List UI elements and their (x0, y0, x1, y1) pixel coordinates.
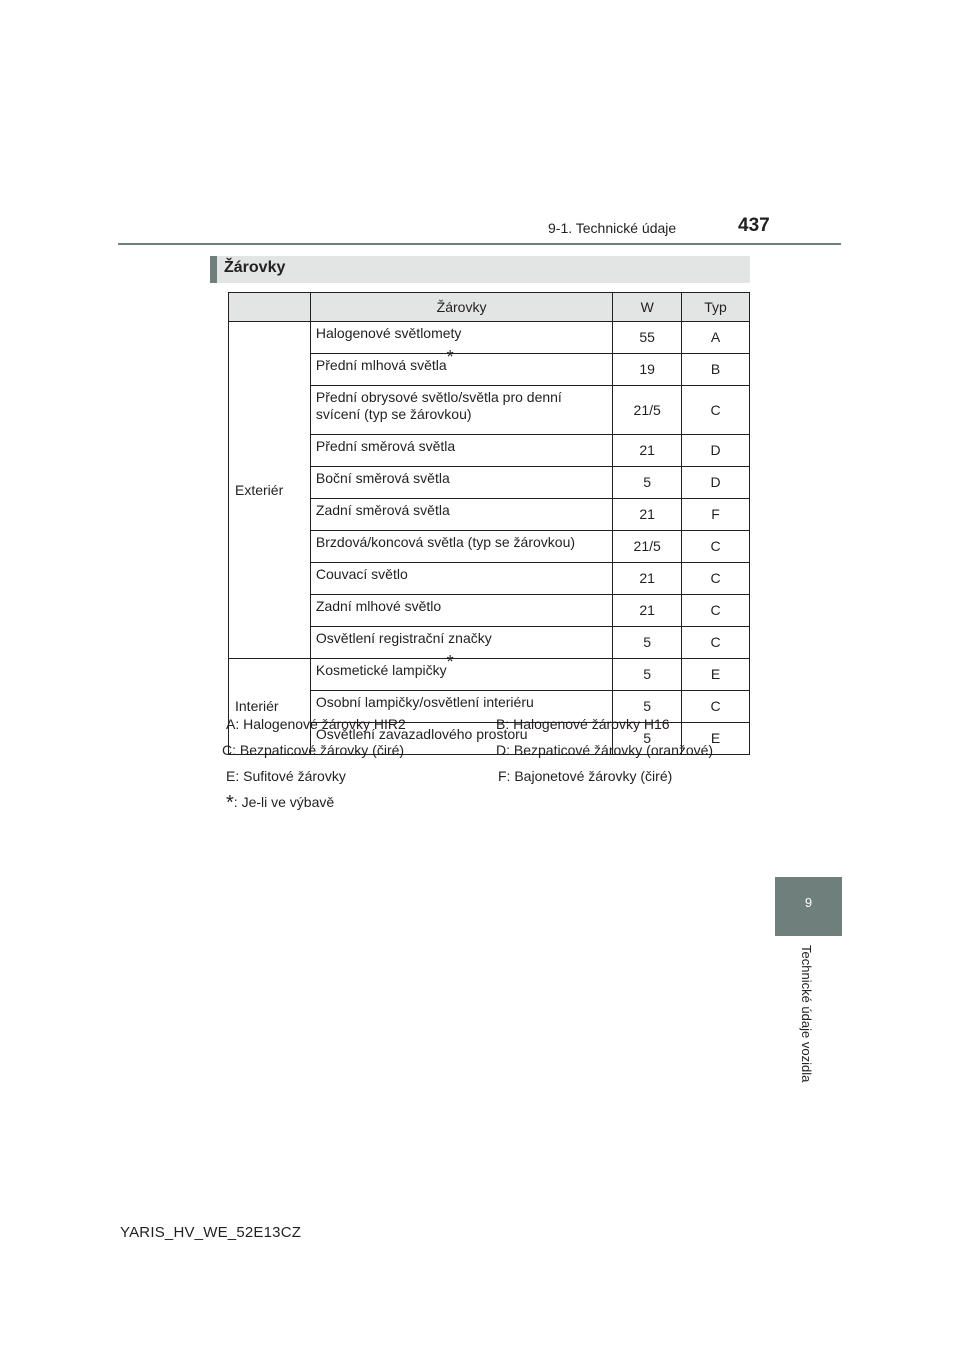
bulb-type: C (682, 595, 750, 627)
footnote-star: * (226, 792, 234, 814)
bulb-name-cell (310, 347, 612, 386)
table-row (229, 659, 750, 691)
bulb-name: Přední obrysové světlo/světla pro denní svícení (typ se žárovkou) (310, 386, 612, 435)
bulb-watts: 21 (613, 499, 682, 531)
bulb-type: C (682, 563, 750, 595)
bulb-type: D (682, 467, 750, 499)
footnote-text: : Je-li ve výbavě (233, 794, 335, 810)
bulb-type: E (682, 723, 750, 755)
bulb-watts: 5 (613, 467, 682, 499)
legend-b: B: Halogenové žárovky H16 (496, 716, 670, 732)
bulb-watts: 5 (613, 691, 682, 723)
bulb-watts: 55 (613, 322, 682, 354)
bulb-name: Brzdová/koncová světla (typ se žárovkou) (310, 531, 612, 563)
page-number: 437 (738, 215, 770, 236)
bulb-name: Boční směrová světla (310, 467, 612, 499)
legend-a: A: Halogenové žárovky HIR2 (226, 716, 406, 732)
column-header-bulbs: Žárovky (310, 293, 612, 322)
bulb-type: B (682, 354, 750, 386)
bulbs-table (228, 292, 750, 755)
bulb-name: Osobní lampičky/osvětlení interiéru (310, 691, 612, 723)
header-rule (118, 243, 841, 245)
bulb-watts: 21 (613, 563, 682, 595)
legend-e: E: Sufitové žárovky (226, 768, 346, 784)
table-row (229, 322, 750, 354)
bulb-type: C (682, 531, 750, 563)
bulb-watts: 21/5 (613, 531, 682, 563)
chapter-tab-label-wrap (800, 945, 816, 1105)
chapter-tab (775, 877, 842, 936)
bulb-name: Osvětlení zavazadlového prostoru (310, 723, 612, 755)
bulb-type: E (682, 659, 750, 691)
bulb-type: C (682, 627, 750, 659)
column-header-type: Typ (682, 293, 750, 322)
legend-f: F: Bajonetové žárovky (čiré) (498, 768, 673, 784)
bulb-watts: 5 (613, 659, 682, 691)
section-heading (210, 256, 750, 283)
table-header-row (229, 293, 750, 322)
bulb-name: Kosmetické lampičky (315, 662, 447, 678)
legend-d: D: Bezpaticové žárovky (oranžové) (496, 742, 714, 758)
bulb-watts: 21 (613, 595, 682, 627)
bulb-type: C (682, 386, 750, 435)
bulb-watts: 5 (613, 627, 682, 659)
bulb-name: Osvětlení registrační značky (310, 627, 612, 659)
category-interior: Interiér (229, 659, 311, 755)
bulb-name-cell (310, 652, 612, 691)
bulb-name: Zadní směrová světla (310, 499, 612, 531)
chapter-tab-label: Technické údaje vozidla (799, 945, 814, 1083)
bulb-type: D (682, 435, 750, 467)
footnote (226, 792, 334, 815)
bulb-type: F (682, 499, 750, 531)
bulb-type: C (682, 691, 750, 723)
bulb-watts: 19 (613, 354, 682, 386)
bulb-name: Přední směrová světla (310, 435, 612, 467)
chapter-title: 9-1. Technické údaje (548, 220, 677, 236)
column-header-watts: W (613, 293, 682, 322)
bulb-name: Halogenové světlomety (310, 322, 612, 354)
bulb-name: Couvací světlo (310, 563, 612, 595)
bulb-name: Zadní mlhové světlo (310, 595, 612, 627)
bulb-watts: 21 (613, 435, 682, 467)
chapter-tab-number: 9 (804, 895, 813, 910)
document-code: YARIS_HV_WE_52E13CZ (120, 1224, 302, 1241)
category-exterior: Exteriér (229, 322, 311, 659)
bulb-type: A (682, 322, 750, 354)
section-title: Žárovky (224, 259, 286, 276)
legend-c: C: Bezpaticové žárovky (čiré) (222, 742, 405, 758)
bulb-watts: 5 (613, 723, 682, 755)
section-marker (210, 256, 217, 283)
bulb-watts: 21/5 (613, 386, 682, 435)
optional-star: * (446, 652, 454, 673)
optional-star: * (446, 347, 454, 368)
bulb-name: Přední mlhová světla (315, 357, 447, 373)
column-header-category (229, 293, 311, 322)
